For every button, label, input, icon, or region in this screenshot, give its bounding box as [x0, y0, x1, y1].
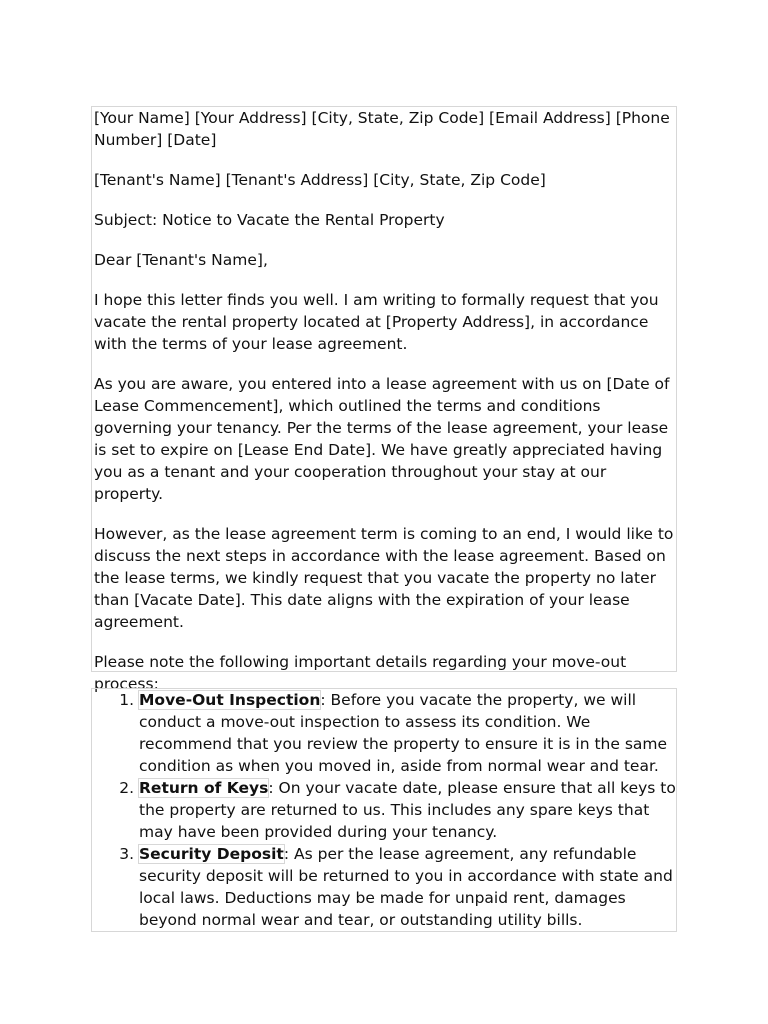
list-item-return-of-keys: [139, 777, 676, 843]
letter-body: [91, 106, 677, 693]
item-text: : On your vacate date, please ensure that all keys to the property are returned to us. This includes any spare keys that may have been provided during your tenancy.: [139, 779, 676, 841]
term-move-out-inspection: Move-Out Inspection: [139, 691, 321, 709]
move-out-details-list: [92, 689, 676, 931]
paragraph-next-steps: However, as the lease agreement term is coming to an end, I would like to discuss the next steps in accordance with the lease agreement. Based on the lease terms, we kindly request that you vacate the property no later than [Vacate Date]. This date aligns with the expiration of your lease agreement.: [94, 525, 674, 631]
sender-block: [Your Name] [Your Address] [City, State, Zip Code] [Email Address] [Phone Number] [Date]: [94, 109, 670, 149]
list-item-security-deposit: [139, 843, 676, 931]
subject-line: Subject: Notice to Vacate the Rental Property: [94, 211, 445, 229]
paragraph-details-intro: Please note the following important details regarding your move-out process:: [94, 653, 627, 693]
item-text: : Before you vacate the property, we will conduct a move-out inspection to assess its condition. We recommend that you review the property to ensure it is in the same condition as when you moved in, aside from normal wear and tear.: [139, 691, 668, 775]
term-security-deposit: Security Deposit: [139, 845, 284, 863]
move-out-details-list-box: [91, 688, 677, 932]
item-text: : As per the lease agreement, any refundable security deposit will be returned to you in accordance with state and local laws. Deductions may be made for unpaid rent, damages beyond normal wear and tear, or outstanding utility bills.: [139, 845, 673, 929]
term-return-of-keys: Return of Keys: [139, 779, 269, 797]
salutation: Dear [Tenant's Name],: [94, 251, 268, 269]
paragraph-intro: I hope this letter finds you well. I am writing to formally request that you vacate the rental property located at [Property Address], in accordance with the terms of your lease agreement.: [94, 291, 659, 353]
paragraph-lease: As you are aware, you entered into a lease agreement with us on [Date of Lease Commencement], which outlined the terms and conditions governing your tenancy. Per the terms of the lease agreement, your lease is set to expire on [Lease End Date]. We have greatly appreciated having you as a tenant and your cooperation throughout your stay at our property.: [94, 375, 670, 503]
recipient-block: [Tenant's Name] [Tenant's Address] [City, State, Zip Code]: [94, 171, 546, 189]
list-item-move-out-inspection: [139, 689, 676, 777]
